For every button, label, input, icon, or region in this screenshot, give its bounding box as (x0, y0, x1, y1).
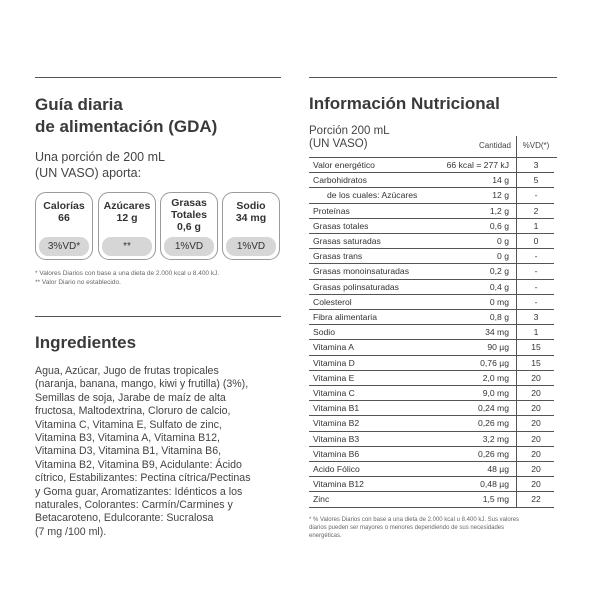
gda-box-azucares (98, 192, 156, 260)
gda-box-value: 34 mg (235, 212, 267, 224)
row-quantity: 0,76 µg (480, 357, 509, 368)
gda-portion-text (35, 149, 165, 181)
table-row (309, 219, 554, 234)
row-vd: 3 (533, 312, 539, 322)
ingredients-line: naturales, Colorantes: Carmín/Carmines y (35, 499, 233, 512)
table-row (309, 371, 554, 386)
ingredients-line: fructosa, Maltodextrina, Cloruro de calcio, (35, 405, 231, 418)
row-quantity: 0 g (497, 236, 509, 246)
table-row (309, 264, 554, 279)
nutrition-footnote-line: * % Valores Diarios con base a una dieta de 2.000 kcal u 8.400 kJ. Sus valores (309, 517, 520, 523)
row-vd: 20 (531, 372, 541, 383)
row-quantity: 0 g (497, 251, 509, 262)
ingredients-line: Vitamina C, Vitamina E, Sulfato de zinc, (35, 418, 222, 431)
row-quantity: 0,26 mg (477, 418, 509, 429)
row-label: Vitamina B2 (313, 418, 360, 429)
ingredients-line: y Goma guar, Aromatizantes: Idénticos a los (35, 485, 243, 498)
gda-title-line: de alimentación (GDA) (35, 117, 218, 136)
row-label: Proteínas (313, 205, 350, 216)
row-vd: - (534, 266, 538, 277)
row-quantity: 48 µg (487, 464, 509, 474)
table-row (309, 295, 554, 310)
row-vd: 1 (533, 220, 539, 231)
ingredients-line: (7 mg /100 ml). (35, 525, 107, 538)
ingredients-line: Vitamina D3, Vitamina B1, Vitamina B6, (35, 445, 222, 458)
row-quantity: 0,4 g (489, 281, 509, 292)
row-label: Vitamina C (313, 388, 355, 398)
row-quantity: 2,0 mg (482, 372, 509, 383)
row-label: Vitamina B6 (313, 448, 360, 459)
row-quantity: 0,48 µg (480, 479, 509, 490)
table-row (309, 234, 554, 249)
row-quantity: 0,26 mg (477, 448, 509, 459)
gda-box-value: 12 g (116, 212, 138, 224)
gda-box-label: Grasas (171, 197, 207, 209)
gda-portion-line: Una porción de 200 mL (35, 150, 165, 164)
row-vd: 0 (533, 236, 539, 246)
table-row (309, 477, 554, 492)
ingredients-line: cítrico, Estabilizantes: Pectina cítrica/Pectinas (35, 472, 251, 485)
table-row (309, 492, 554, 507)
row-label: Vitamina A (313, 342, 354, 353)
gda-box-label: Azúcares (103, 200, 151, 212)
row-quantity: 0,2 g (489, 266, 509, 277)
row-label: Fibra alimentaria (313, 312, 377, 322)
gda-box-value: 66 (58, 212, 70, 224)
table-row (309, 356, 554, 371)
gda-box-pill: 3%VD* (39, 237, 89, 256)
table-row (309, 158, 554, 173)
gda-box-calorias (35, 192, 93, 260)
table-row (309, 416, 554, 431)
table-row (309, 432, 554, 447)
nutrition-portion-line: (UN VASO) (309, 138, 368, 150)
row-label: Colesterol (313, 296, 352, 307)
nutrition-footnote-line: energéticas. (309, 533, 342, 539)
row-quantity: 12 g (492, 190, 509, 201)
row-label: Vitamina B12 (313, 479, 364, 490)
row-quantity: 9,0 mg (482, 388, 509, 398)
nutrition-title: Información Nutricional (309, 94, 500, 113)
row-vd: 20 (531, 479, 541, 490)
row-vd: 20 (531, 388, 541, 398)
row-quantity: 34 mg (485, 327, 509, 338)
row-vd: 20 (531, 418, 541, 429)
row-label: Vitamina E (313, 372, 355, 383)
nutrition-portion (309, 125, 390, 151)
row-quantity: 66 kcal = 277 kJ (446, 160, 509, 170)
row-label: Grasas saturadas (313, 236, 381, 246)
row-vd: - (534, 251, 538, 262)
gda-box-label: Totales (171, 209, 207, 221)
row-quantity: 90 µg (487, 342, 509, 353)
gda-box-grasas (160, 192, 218, 260)
gda-box-pill: 1%VD (226, 237, 276, 256)
row-label: Acido Fólico (313, 464, 360, 474)
row-label: Grasas totales (313, 220, 369, 231)
table-row (309, 401, 554, 416)
table-row (309, 325, 554, 340)
row-vd: 3 (533, 160, 539, 170)
ingredients-text (35, 365, 275, 539)
row-label: Vitamina D (313, 357, 355, 368)
row-quantity: 0 mg (489, 296, 509, 307)
table-row (309, 173, 554, 188)
row-vd: 20 (531, 433, 541, 444)
ingredients-line: Vitamina B2, Vitamina B9, Acidulante: Ácido (35, 458, 242, 471)
row-label: Zinc (313, 494, 330, 505)
table-row (309, 249, 554, 264)
row-quantity: 1,2 g (489, 205, 509, 216)
gda-title (35, 94, 217, 138)
row-vd: 5 (533, 175, 539, 186)
row-quantity: 14 g (492, 175, 509, 186)
row-quantity: 0,6 g (489, 220, 509, 231)
ingredients-line: Vitamina B3, Vitamina A, Vitamina B12, (35, 432, 220, 445)
row-label: Carbohidratos (313, 175, 367, 186)
gda-box-sodio (222, 192, 280, 260)
row-label: Vitamina B1 (313, 403, 360, 414)
row-vd: - (534, 281, 538, 292)
gda-box-label: Sodio (236, 200, 266, 212)
row-vd: 20 (531, 464, 541, 474)
row-label: Grasas monoinsaturadas (313, 266, 410, 277)
row-vd: 2 (533, 205, 539, 216)
row-quantity: 1,5 mg (482, 494, 509, 505)
row-quantity: 3,2 mg (482, 433, 509, 444)
table-row (309, 386, 554, 401)
row-label: Sodio (313, 327, 335, 338)
row-vd: - (534, 190, 538, 201)
row-vd: 1 (533, 327, 539, 338)
top-rule-right (309, 77, 557, 78)
row-vd: 20 (531, 448, 541, 459)
table-row (309, 188, 554, 203)
ingredients-rule (35, 316, 281, 317)
table-row (309, 310, 554, 325)
ingredients-line: Semillas de soja, Jarabe de maíz de alta (35, 391, 226, 404)
table-row (309, 462, 554, 477)
row-label: Grasas polinsaturadas (313, 281, 399, 292)
ingredients-line: Agua, Azúcar, Jugo de frutas tropicales (35, 365, 219, 377)
nutrition-footnote-line: diarios pueden ser mayores o menores dependiendo de sus necesidades (309, 525, 505, 531)
row-vd: 22 (531, 494, 541, 505)
row-vd: 15 (531, 342, 541, 353)
gda-footnote-line: ** Valor Diario no establecido. (35, 279, 121, 286)
gda-title-line: Guía diaria (35, 95, 123, 114)
nutrition-col-qty: Cantidad (478, 141, 511, 150)
row-label: Valor energético (313, 160, 375, 170)
ingredients-title: Ingredientes (35, 333, 137, 352)
table-row (309, 204, 554, 219)
nutrition-col-vd: %VD(*) (522, 141, 550, 150)
gda-box-pill: ** (102, 237, 152, 256)
row-label: Grasas trans (313, 251, 363, 262)
table-row (309, 340, 554, 355)
ingredients-line: Betacaroteno, Edulcorante: Sucralosa (35, 512, 214, 525)
gda-box-value: 0,6 g (177, 221, 201, 233)
table-row (309, 280, 554, 295)
row-label: Vitamina B3 (313, 433, 360, 444)
gda-box-label: Calorías (43, 200, 85, 212)
gda-box-pill: 1%VD (164, 237, 214, 256)
gda-footnote (35, 269, 219, 287)
row-quantity: 0,8 g (489, 312, 509, 322)
row-vd: - (534, 296, 538, 307)
gda-footnote-line: * Valores Diarios con base a una dieta de 2.000 kcal u 8.400 kJ. (35, 270, 220, 277)
table-row (309, 447, 554, 462)
top-rule-left (35, 77, 281, 78)
row-vd: 20 (531, 403, 541, 414)
row-quantity: 0,24 mg (477, 403, 509, 414)
ingredients-line: (naranja, banana, mango, kiwi y frutilla) (3%), (35, 378, 249, 391)
nutrition-footnote (309, 516, 557, 540)
nutrition-portion-line: Porción 200 mL (309, 125, 390, 137)
row-label: de los cuales: Azúcares (327, 190, 418, 201)
row-vd: 15 (531, 357, 541, 368)
gda-portion-line: (UN VASO) aporta: (35, 166, 142, 180)
